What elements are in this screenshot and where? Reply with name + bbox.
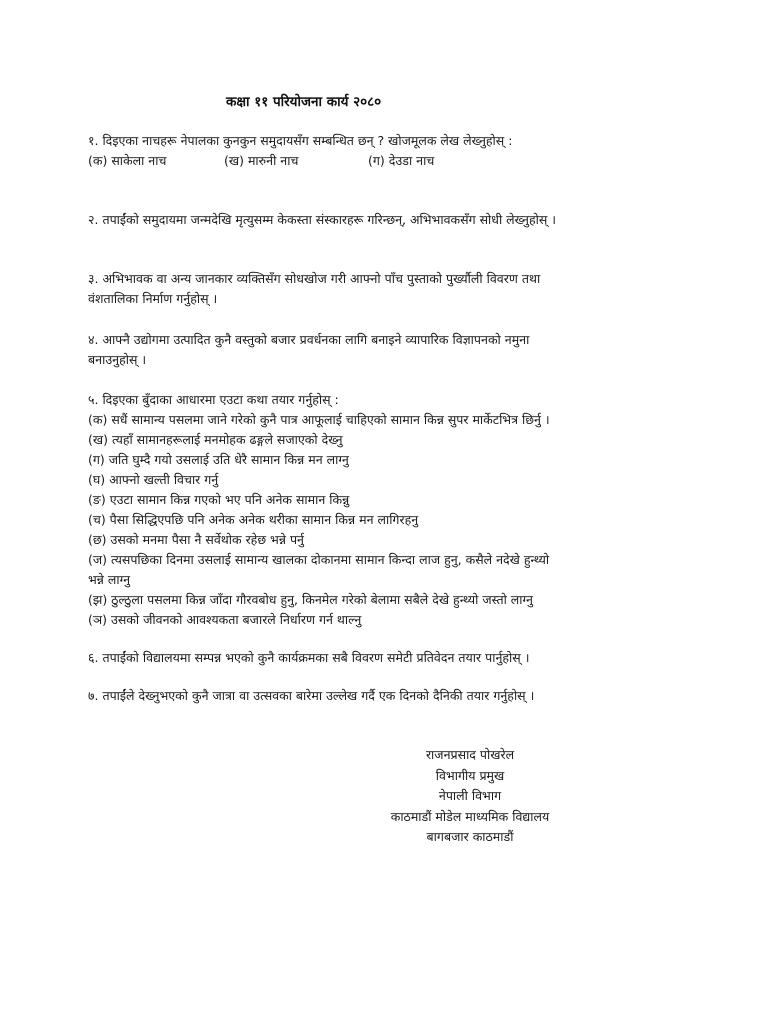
point-chha: (छ) उसको मनमा पैसा नै सर्वेथोक रहेछ भन्ने पर्नु	[88, 532, 304, 547]
signatory-designation: विभागीय प्रमुख	[435, 767, 505, 783]
question-2	[88, 210, 688, 230]
point-gha: (घ) आफ्नो खल्ती विचार गर्नु	[88, 472, 219, 487]
point-ka: (क) सधैं सामान्य पसलमा जाने गरेको कुनै पात्र आफूलाई चाहिएको सामान किन्न सुपर मार्केटभित्र छिर्नु ।	[88, 412, 550, 427]
question-4	[88, 330, 688, 370]
question-5-text: ५. दिइएका बुँदाका आधारमा एउटा कथा तयार गर्नुहोस् :	[88, 392, 339, 407]
question-7-text: ७. तपाईंले देख्नुभएको कुनै जात्रा वा उत्सवका बारेमा उल्लेख गर्दै एक दिनको दैनिकी तयार गर्नुहोस् ।	[88, 688, 535, 703]
school-address: बागबजार काठमाडौं	[426, 829, 514, 844]
document-title: कक्षा ११ परियोजना कार्य २०८०	[226, 94, 382, 110]
question-4-line-2: बनाउनुहोस् ।	[88, 352, 147, 367]
option-kha: (ख) मारुनी नाच	[224, 153, 299, 168]
point-nga: (ङ) एउटा सामान किन्न गएको भए पनि अनेक सामान किन्नु	[88, 492, 350, 507]
option-ka: (क) साकेला नाच	[88, 153, 167, 168]
signature-block	[360, 745, 580, 848]
question-1-text: १. दिइएका नाचहरू नेपालका कुनकुन समुदायसँग सम्बन्धित छन् ? खोजमूलक लेख लेख्नुहोस् :	[88, 133, 513, 148]
signatory-department: नेपाली विभाग	[438, 788, 502, 803]
question-2-text: २. तपाईंको समुदायमा जन्मदेखि मृत्युसम्म केकस्ता संस्कारहरू गरिन्छन्, अभिभावकसँग सोधी लेख्नुहोस् ।	[88, 212, 557, 227]
signatory-name: राजनप्रसाद पोखरेल	[425, 747, 515, 762]
question-3-line-1: ३. अभिभावक वा अन्य जानकार व्यक्तिसँग सोधखोज गरी आफ्नो पाँच पुस्ताको पुर्ख्यौली विवरण तथा	[88, 271, 541, 286]
point-ga: (ग) जति घुम्दै गयो उसलाई उति धेरै सामान किन्न मन लाग्नु	[88, 452, 349, 467]
question-1-options	[88, 151, 688, 171]
question-6	[88, 648, 688, 668]
question-4-line-1: ४. आफ्नै उद्योगमा उत्पादित कुनै वस्तुको बजार प्रवर्धनका लागि बनाइने व्यापारिक विज्ञापनको नमुना	[88, 332, 530, 347]
question-7	[88, 686, 688, 706]
school-name: काठमाडौं मोडेल माध्यमिक विद्यालय	[390, 808, 550, 824]
option-ga: (ग) देउडा नाच	[368, 153, 435, 168]
point-kha: (ख) त्यहाँ सामानहरूलाई मनमोहक ढङ्गले सजाएको देख्नु	[88, 432, 343, 447]
question-5	[88, 390, 688, 630]
point-ja: (ज) त्यसपछिका दिनमा उसलाई सामान्य खालका दोकानमा सामान किन्दा लाज हुनु, कसैले नदेखे हुन्थ्यो	[88, 552, 550, 567]
question-3	[88, 269, 688, 309]
point-ja-continued: भन्ने लाग्नु	[88, 572, 131, 587]
point-jha: (झ) ठुल्ठुला पसलमा किन्न जाँदा गौरवबोध हुनु, किनमेल गरेको बेलामा सबैले देखे हुन्थ्यो जस्तो लाग्नु	[88, 592, 533, 607]
question-1	[88, 131, 688, 171]
question-6-text: ६. तपाईंको विद्यालयमा सम्पन्न भएको कुनै कार्यक्रमका सबै विवरण समेटी प्रतिवेदन तयार पार्नुहोस् ।	[88, 650, 530, 665]
point-cha: (च) पैसा सिद्धिएपछि पनि अनेक अनेक थरीका सामान किन्न मन लागिरहनु	[88, 512, 419, 527]
question-3-line-2: वंशतालिका निर्माण गर्नुहोस् ।	[88, 291, 218, 306]
point-nya: (ञ) उसको जीवनको आवश्यकता बजारले निर्धारण गर्न थाल्नु	[88, 612, 362, 627]
